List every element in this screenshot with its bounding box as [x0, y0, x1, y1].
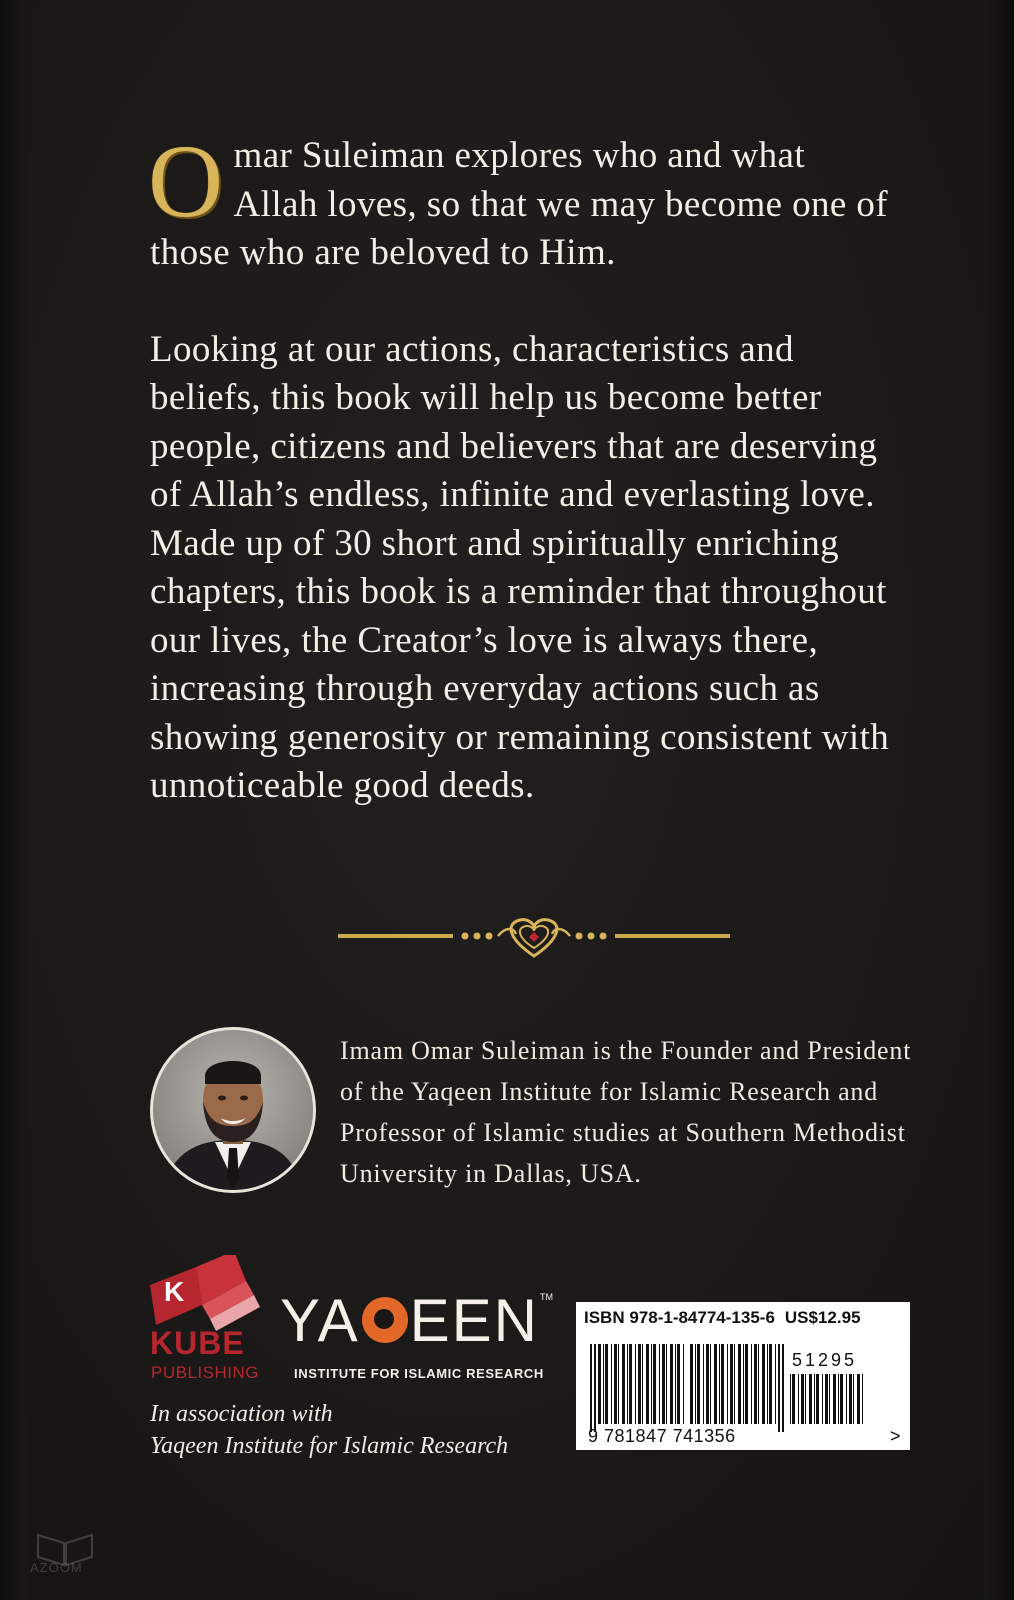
- barcode-addon-digits: 51295: [792, 1350, 858, 1370]
- barcode-box: [576, 1302, 910, 1450]
- author-photo: [150, 1027, 316, 1193]
- isbn-number: ISBN 978-1-84774-135-6: [584, 1308, 775, 1327]
- gold-heart-ornament-icon: [338, 918, 738, 978]
- drop-cap: O: [148, 124, 224, 239]
- yaqeen-logo: [280, 1287, 539, 1354]
- association-line-2: Yaqeen Institute for Islamic Research: [150, 1433, 509, 1459]
- yaqeen-logo-end: EEN: [409, 1287, 539, 1354]
- cover-right-edge: [984, 0, 1014, 1600]
- barcode-digits: 9 781847 741356: [588, 1426, 736, 1446]
- blurb-paragraph-1: [148, 124, 890, 278]
- blurb-text: [148, 124, 890, 811]
- kube-logo-letter: K: [164, 1276, 185, 1307]
- price: US$12.95: [784, 1308, 861, 1327]
- kube-subtitle: PUBLISHING: [151, 1363, 259, 1382]
- kube-name: KUBE: [150, 1325, 245, 1361]
- yaqeen-q-icon: [362, 1297, 408, 1343]
- barcode-arrow: >: [890, 1426, 901, 1446]
- cover-left-edge: [0, 0, 28, 1600]
- author-portrait-icon: [153, 1030, 313, 1190]
- author-bio: Imam Omar Suleiman is the Founder and President of the Yaqeen Institute for Islamic Research and Professor of Islamic studies at Southern Methodist University in Dallas, USA.: [340, 1036, 912, 1188]
- trademark-mark: TM: [540, 1292, 553, 1302]
- watermark-text: AZOOM: [30, 1560, 83, 1575]
- blurb-paragraph-1-text: mar Suleiman explores who and what Allah loves, so that we may become one of those who are beloved to Him.: [150, 135, 888, 273]
- yaqeen-logo-start: YA: [280, 1287, 360, 1354]
- blurb-paragraph-2: Looking at our actions, characteristics and beliefs, this book will help us become better people, citizens and believers that are deserving of Allah’s endless, infinite and everlasting love. Made up of 30 short and spiritually enriching chapters, this book is a reminder that throughout our lives, the Creator’s love is always there, increasing through everyday actions such as showing generosity or remaining consistent with unnoticeable good deeds.: [150, 328, 890, 806]
- association-line-1: In association with: [150, 1401, 333, 1427]
- yaqeen-subtitle: INSTITUTE FOR ISLAMIC RESEARCH: [294, 1366, 544, 1381]
- association-credit: [150, 1398, 508, 1462]
